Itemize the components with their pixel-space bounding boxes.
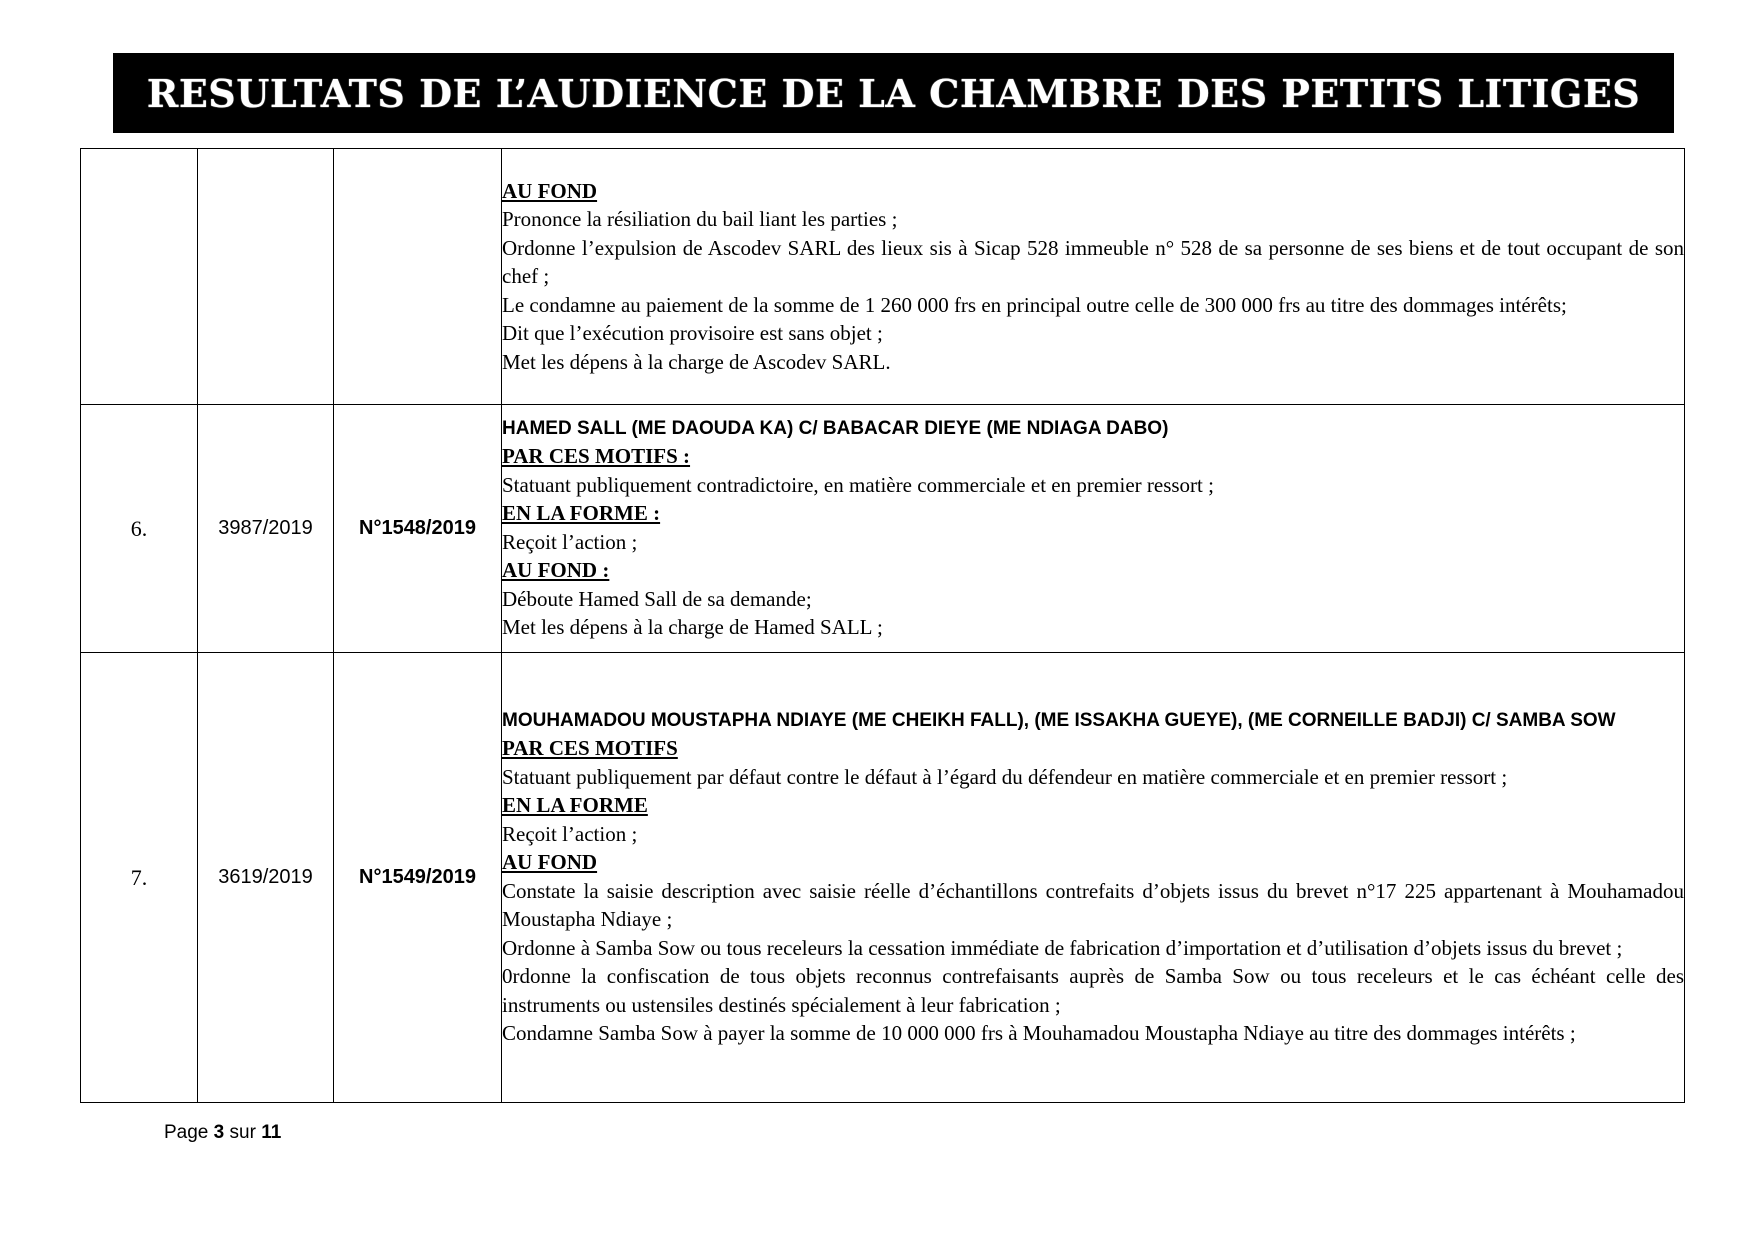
- ruling-line: Ordonne à Samba Sow ou tous receleurs la cessation immédiate de fabrication d’importation et d’utilisation d’objets issus du brevet ;: [502, 935, 1623, 960]
- title-banner: [113, 53, 1674, 133]
- ruling-line: Ordonne l’expulsion de Ascodev SARL des lieux sis à Sicap 528 immeuble n° 528 de sa personne de ses biens et de tout occupant de son chef ;: [502, 235, 1684, 289]
- section-heading: PAR CES MOTIFS :: [502, 444, 691, 469]
- page-label: Page: [164, 1122, 209, 1143]
- ruling-cell: [502, 653, 1685, 1103]
- case-number-cell: 7.: [81, 653, 198, 1103]
- ruling-line: Constate la saisie description avec saisie réelle d’échantillons contrefaits d’objets issus du brevet n°17 225 appartenant à Mouhamadou Moustapha Ndiaye ;: [502, 878, 1684, 932]
- rg-number-cell: [198, 149, 334, 405]
- page-title: RESULTATS DE L’AUDIENCE DE LA CHAMBRE DES PETITS LITIGES: [146, 70, 1641, 116]
- page-footer: [164, 1122, 281, 1144]
- ruling-line: Déboute Hamed Sall de sa demande;: [502, 586, 812, 611]
- decision-number-cell: N°1548/2019: [334, 405, 502, 653]
- ruling-line: Le condamne au paiement de la somme de 1 260 000 frs en principal outre celle de 300 000 frs au titre des dommages intérêts;: [502, 292, 1567, 317]
- decision-number-cell: [334, 149, 502, 405]
- section-heading: AU FOND :: [502, 558, 610, 583]
- ruling-line: Met les dépens à la charge de Hamed SALL ;: [502, 615, 883, 640]
- section-heading: AU FOND: [502, 850, 598, 875]
- ruling-line: Met les dépens à la charge de Ascodev SARL.: [502, 349, 891, 374]
- ruling-line: 0rdonne la confiscation de tous objets reconnus contrefaisants auprès de Samba Sow ou tous receleurs et le cas échéant celle des instruments ou ustensiles destinés spécialement à leur fabrication ;: [502, 964, 1684, 1017]
- section-heading: AU FOND: [502, 178, 598, 203]
- section-heading: PAR CES MOTIFS: [502, 736, 678, 761]
- ruling-line: Condamne Samba Sow à payer la somme de 10 000 000 frs à Mouhamadou Moustapha Ndiaye au titre des dommages intérêts ;: [502, 1021, 1576, 1046]
- results-table: [80, 148, 1685, 1103]
- section-heading: EN LA FORME: [502, 793, 648, 818]
- case-number-cell: [81, 149, 198, 405]
- case-parties: MOUHAMADOU MOUSTAPHA NDIAYE (ME CHEIKH FALL), (ME ISSAKHA GUEYE), (ME CORNEILLE BADJI) C/ SAMBA SOW: [502, 710, 1616, 732]
- total-pages: 11: [261, 1122, 282, 1143]
- page-sep: sur: [229, 1122, 256, 1143]
- ruling-cell: [502, 405, 1685, 653]
- case-parties: HAMED SALL (ME DAOUDA KA) C/ BABACAR DIEYE (ME NDIAGA DABO): [502, 418, 1169, 440]
- rg-number-cell: 3987/2019: [198, 405, 334, 653]
- ruling-line: Reçoit l’action ;: [502, 821, 638, 846]
- ruling-line: Dit que l’exécution provisoire est sans objet ;: [502, 321, 883, 346]
- ruling-line: Statuant publiquement par défaut contre le défaut à l’égard du défendeur en matière commerciale et en premier ressort ;: [502, 764, 1508, 789]
- section-heading: EN LA FORME :: [502, 501, 661, 526]
- current-page: 3: [213, 1122, 225, 1143]
- ruling-line: Statuant publiquement contradictoire, en matière commerciale et en premier ressort ;: [502, 472, 1214, 497]
- decision-number-cell: N°1549/2019: [334, 653, 502, 1103]
- table-row: [81, 405, 1685, 653]
- table-row: [81, 149, 1685, 405]
- case-number-cell: 6.: [81, 405, 198, 653]
- rg-number-cell: 3619/2019: [198, 653, 334, 1103]
- ruling-cell: [502, 149, 1685, 405]
- table-row: [81, 653, 1685, 1103]
- ruling-line: Prononce la résiliation du bail liant les parties ;: [502, 207, 898, 232]
- ruling-line: Reçoit l’action ;: [502, 529, 638, 554]
